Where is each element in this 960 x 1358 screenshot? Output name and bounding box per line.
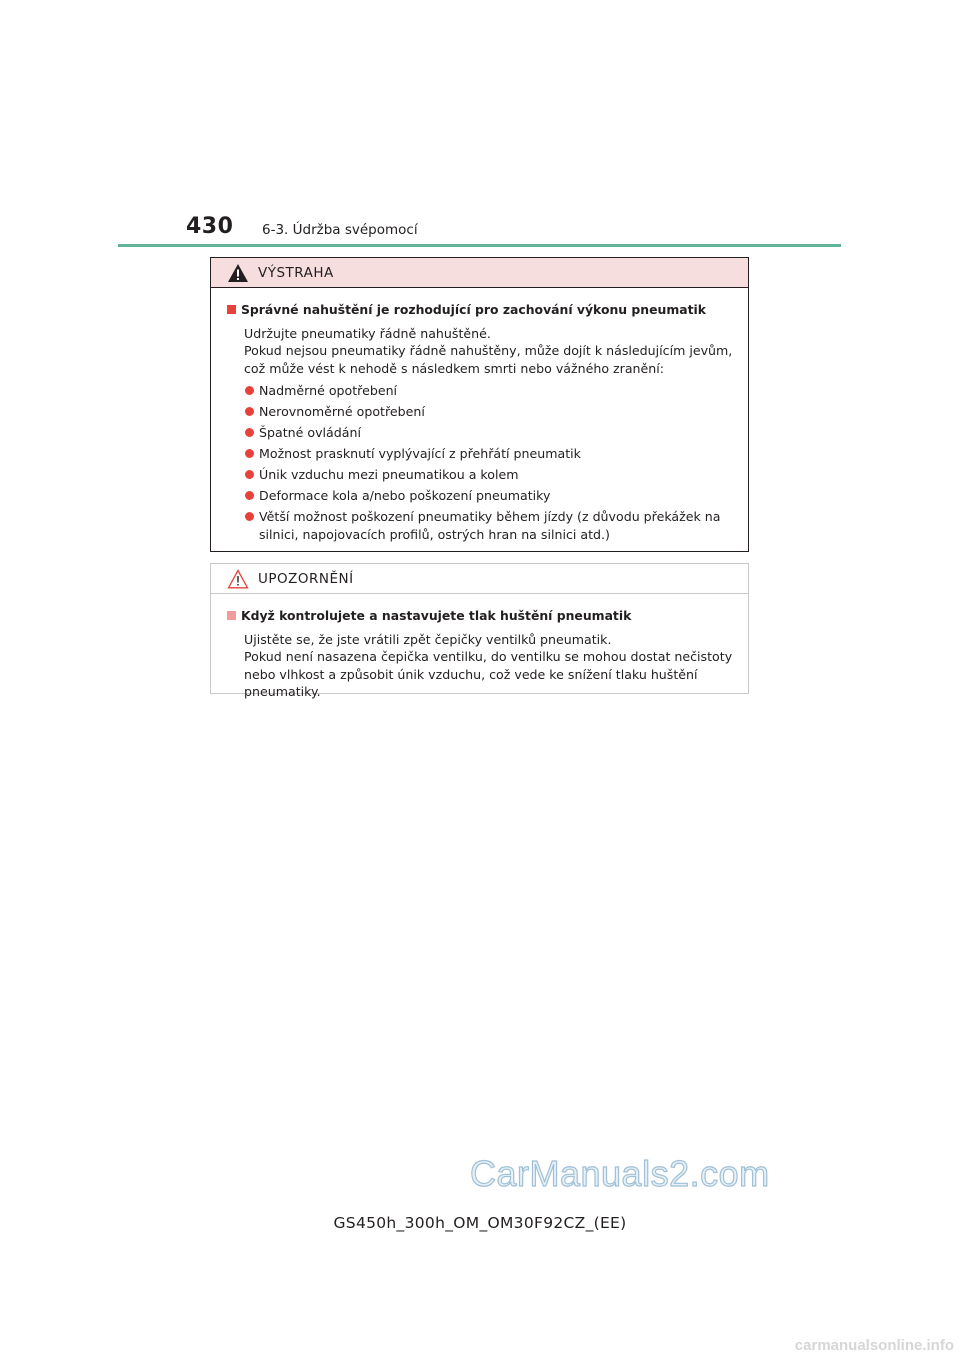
warning-paragraph [244,325,738,378]
caution-triangle-icon [227,569,249,589]
warning-subhead [227,301,738,319]
warning-bullet-list [227,382,738,543]
bullet-dot-icon [245,470,254,479]
warning-box-title: VÝSTRAHA [258,264,334,281]
list-item [227,382,738,400]
bullet-dot-icon [245,491,254,500]
warning-paragraph-line: Udržujte pneumatiky řádně nahuštěné. [244,325,491,341]
list-item-text: Únik vzduchu mezi pneumatikou a kolem [259,467,519,482]
list-item [227,403,738,421]
watermark-corner: carmanualsonline.info [794,1337,954,1354]
list-item-text: Deformace kola a/nebo poškození pneumatiky [259,488,551,503]
bullet-dot-icon [245,449,254,458]
list-item [227,466,738,484]
square-bullet-icon [227,611,236,620]
warning-subhead-text: Správné nahuštění je rozhodující pro zachování výkonu pneumatik [241,302,707,317]
bullet-dot-icon [245,386,254,395]
caution-paragraph-line: Ujistěte se, že jste vrátili zpět čepičky ventilků pneumatik. [244,631,612,647]
caution-subhead [227,607,738,625]
caution-box-body [211,594,748,701]
caution-paragraph [244,631,738,701]
bullet-dot-icon [245,512,254,521]
warning-box-header [211,258,748,288]
square-bullet-icon [227,305,236,314]
watermark-logo: CarManuals2.com [470,1153,770,1194]
document-code: GS450h_300h_OM_OM30F92CZ_(EE) [333,1214,627,1232]
list-item [227,445,738,463]
warning-triangle-icon [227,263,249,283]
warning-box [210,257,749,552]
bullet-dot-icon [245,407,254,416]
list-item [227,487,738,505]
caution-box [210,563,749,699]
list-item-text: Větší možnost poškození pneumatiky během jízdy (z důvodu překážek na silnici, napojovacích profilů, ostrých hran na silnici atd.) [259,509,721,542]
list-item-text: Možnost prasknutí vyplývající z přehřátí pneumatik [259,446,581,461]
list-item-text: Nadměrné opotřebení [259,383,398,398]
section-title: 6-3. Údržba svépomocí [262,222,418,238]
list-item [227,424,738,442]
bullet-dot-icon [245,428,254,437]
page-number: 430 [186,214,234,239]
caution-box-title: UPOZORNĚNÍ [258,570,354,587]
header-rule [118,244,841,247]
list-item-text: Nerovnoměrné opotřebení [259,404,425,419]
caution-paragraph-line: Pokud není nasazena čepička ventilku, do ventilku se mohou dostat nečistoty nebo vlhkost a způsobit únik vzduchu, což vede ke snížení tlaku huštění pneumatiky. [244,649,733,699]
warning-paragraph-line: Pokud nejsou pneumatiky řádně nahuštěny, může dojít k následujícím jevům, což může vést k nehodě s následkem smrti nebo vážného zranění: [244,343,733,376]
list-item-text: Špatné ovládání [259,425,361,440]
warning-box-body [211,288,748,543]
list-item [227,508,738,543]
caution-box-header [211,564,748,594]
caution-subhead-text: Když kontrolujete a nastavujete tlak huštění pneumatik [241,608,632,623]
